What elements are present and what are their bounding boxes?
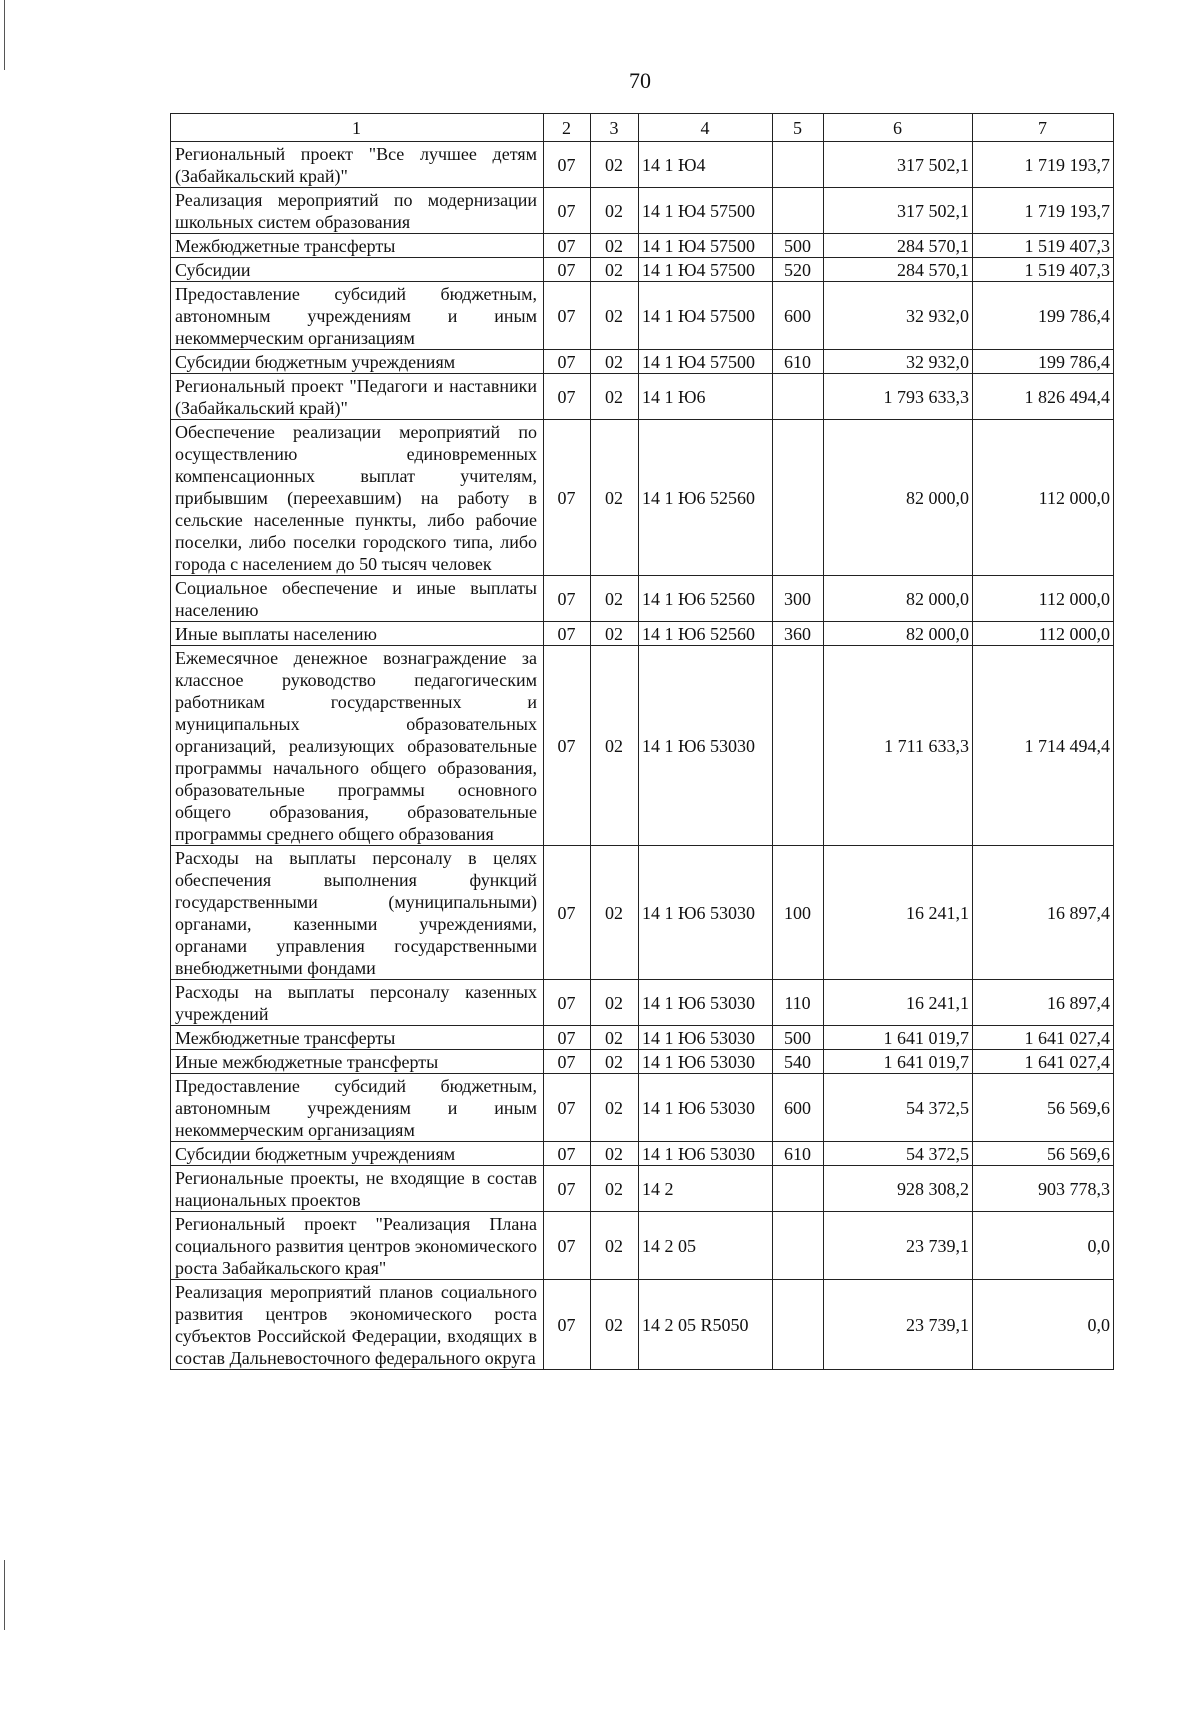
amount-year1-cell: 928 308,2: [824, 1166, 973, 1212]
target-article-cell: 14 1 Ю6 53030: [639, 646, 773, 846]
target-article-cell: 14 1 Ю6 53030: [639, 1142, 773, 1166]
section-code-cell: 07: [544, 420, 591, 576]
subsection-code-cell: 02: [591, 576, 639, 622]
table-row: [171, 420, 1114, 576]
subsection-code-cell: 02: [591, 142, 639, 188]
subsection-code-cell: 02: [591, 282, 639, 350]
amount-year2-cell: 1 719 193,7: [973, 188, 1114, 234]
amount-year2-cell: 0,0: [973, 1212, 1114, 1280]
target-article-cell: 14 1 Ю6: [639, 374, 773, 420]
section-code-cell: 07: [544, 282, 591, 350]
table-row: [171, 234, 1114, 258]
expense-type-cell: 610: [773, 350, 824, 374]
expense-type-cell: 540: [773, 1050, 824, 1074]
section-code-cell: 07: [544, 258, 591, 282]
expense-type-cell: 100: [773, 846, 824, 980]
subsection-code-cell: 02: [591, 1142, 639, 1166]
target-article-cell: 14 1 Ю4 57500: [639, 188, 773, 234]
item-name-cell: Реализация мероприятий планов социального развития центров экономического роста субъектов Российской Федерации, входящих в состав Дальневосточного федерального округа: [171, 1280, 544, 1370]
amount-year1-cell: 23 739,1: [824, 1280, 973, 1370]
subsection-code-cell: 02: [591, 846, 639, 980]
expense-type-cell: 610: [773, 1142, 824, 1166]
item-name-cell: Предоставление субсидий бюджетным, автономным учреждениям и иным некоммерческим организациям: [171, 282, 544, 350]
table-row: [171, 374, 1114, 420]
table-row: [171, 846, 1114, 980]
section-code-cell: 07: [544, 846, 591, 980]
table-row: [171, 188, 1114, 234]
subsection-code-cell: 02: [591, 374, 639, 420]
amount-year1-cell: 284 570,1: [824, 258, 973, 282]
expense-type-cell: 360: [773, 622, 824, 646]
amount-year2-cell: 56 569,6: [973, 1074, 1114, 1142]
expense-type-cell: [773, 1280, 824, 1370]
section-code-cell: 07: [544, 1050, 591, 1074]
target-article-cell: 14 1 Ю4 57500: [639, 282, 773, 350]
target-article-cell: 14 1 Ю4 57500: [639, 350, 773, 374]
table-row: [171, 1212, 1114, 1280]
section-code-cell: 07: [544, 646, 591, 846]
margin-scan-line: [4, 0, 5, 70]
target-article-cell: 14 1 Ю6 53030: [639, 1050, 773, 1074]
section-code-cell: 07: [544, 576, 591, 622]
target-article-cell: 14 1 Ю4: [639, 142, 773, 188]
expense-type-cell: 600: [773, 1074, 824, 1142]
item-name-cell: Реализация мероприятий по модернизации школьных систем образования: [171, 188, 544, 234]
subsection-code-cell: 02: [591, 188, 639, 234]
subsection-code-cell: 02: [591, 258, 639, 282]
table-row: [171, 1050, 1114, 1074]
subsection-code-cell: 02: [591, 1280, 639, 1370]
target-article-cell: 14 1 Ю6 52560: [639, 576, 773, 622]
expense-type-cell: [773, 1212, 824, 1280]
subsection-code-cell: 02: [591, 234, 639, 258]
target-article-cell: 14 1 Ю6 52560: [639, 622, 773, 646]
section-code-cell: 07: [544, 622, 591, 646]
amount-year1-cell: 32 932,0: [824, 350, 973, 374]
table-body: [171, 142, 1114, 1370]
table-row: [171, 1166, 1114, 1212]
amount-year1-cell: 16 241,1: [824, 980, 973, 1026]
amount-year2-cell: 112 000,0: [973, 420, 1114, 576]
amount-year2-cell: 1 641 027,4: [973, 1050, 1114, 1074]
subsection-code-cell: 02: [591, 1074, 639, 1142]
expense-type-cell: 110: [773, 980, 824, 1026]
item-name-cell: Социальное обеспечение и иные выплаты населению: [171, 576, 544, 622]
table-row: [171, 980, 1114, 1026]
amount-year1-cell: 82 000,0: [824, 622, 973, 646]
section-code-cell: 07: [544, 350, 591, 374]
amount-year2-cell: 16 897,4: [973, 846, 1114, 980]
expense-type-cell: [773, 142, 824, 188]
table-row: [171, 622, 1114, 646]
page-number: 70: [629, 68, 651, 93]
amount-year1-cell: 1 793 633,3: [824, 374, 973, 420]
table-row: [171, 1074, 1114, 1142]
target-article-cell: 14 2: [639, 1166, 773, 1212]
amount-year1-cell: 23 739,1: [824, 1212, 973, 1280]
table-row: [171, 1026, 1114, 1050]
amount-year2-cell: 16 897,4: [973, 980, 1114, 1026]
subsection-code-cell: 02: [591, 1212, 639, 1280]
target-article-cell: 14 1 Ю4 57500: [639, 258, 773, 282]
subsection-code-cell: 02: [591, 1026, 639, 1050]
amount-year2-cell: 112 000,0: [973, 622, 1114, 646]
expense-type-cell: 520: [773, 258, 824, 282]
column-header: 6: [824, 114, 973, 142]
target-article-cell: 14 1 Ю6 53030: [639, 1026, 773, 1050]
expense-type-cell: 300: [773, 576, 824, 622]
table-row: [171, 1280, 1114, 1370]
column-header: 3: [591, 114, 639, 142]
section-code-cell: 07: [544, 1026, 591, 1050]
subsection-code-cell: 02: [591, 350, 639, 374]
section-code-cell: 07: [544, 1280, 591, 1370]
amount-year2-cell: 199 786,4: [973, 350, 1114, 374]
margin-scan-line: [4, 1560, 5, 1630]
item-name-cell: Региональные проекты, не входящие в состав национальных проектов: [171, 1166, 544, 1212]
subsection-code-cell: 02: [591, 420, 639, 576]
section-code-cell: 07: [544, 1074, 591, 1142]
header-row: [171, 114, 1114, 142]
amount-year1-cell: 82 000,0: [824, 420, 973, 576]
item-name-cell: Расходы на выплаты персоналу казенных учреждений: [171, 980, 544, 1026]
amount-year1-cell: 1 641 019,7: [824, 1026, 973, 1050]
amount-year2-cell: 1 519 407,3: [973, 234, 1114, 258]
item-name-cell: Ежемесячное денежное вознаграждение за классное руководство педагогическим работникам государственных и муниципальных образовательных организаций, реализующих образовательные программы начального общего образования, образовательные программы основного общего образования, образовательные программы среднего общего образования: [171, 646, 544, 846]
amount-year1-cell: 54 372,5: [824, 1142, 973, 1166]
column-header: 5: [773, 114, 824, 142]
item-name-cell: Обеспечение реализации мероприятий по осуществлению единовременных компенсационных выплат учителям, прибывшим (переехавшим) на работу в сельские населенные пункты, либо рабочие поселки, либо поселки городского типа, либо города с населением до 50 тысяч человек: [171, 420, 544, 576]
table-row: [171, 576, 1114, 622]
section-code-cell: 07: [544, 234, 591, 258]
amount-year1-cell: 1 641 019,7: [824, 1050, 973, 1074]
amount-year2-cell: 112 000,0: [973, 576, 1114, 622]
budget-table: [170, 113, 1114, 1370]
amount-year1-cell: 82 000,0: [824, 576, 973, 622]
subsection-code-cell: 02: [591, 980, 639, 1026]
table-row: [171, 350, 1114, 374]
amount-year2-cell: 1 714 494,4: [973, 646, 1114, 846]
amount-year1-cell: 1 711 633,3: [824, 646, 973, 846]
table-row: [171, 282, 1114, 350]
section-code-cell: 07: [544, 374, 591, 420]
target-article-cell: 14 1 Ю6 53030: [639, 980, 773, 1026]
column-header: 1: [171, 114, 544, 142]
subsection-code-cell: 02: [591, 1050, 639, 1074]
column-header: 2: [544, 114, 591, 142]
amount-year1-cell: 284 570,1: [824, 234, 973, 258]
item-name-cell: Межбюджетные трансферты: [171, 1026, 544, 1050]
item-name-cell: Иные межбюджетные трансферты: [171, 1050, 544, 1074]
table-row: [171, 1142, 1114, 1166]
section-code-cell: 07: [544, 1166, 591, 1212]
amount-year1-cell: 16 241,1: [824, 846, 973, 980]
target-article-cell: 14 1 Ю6 53030: [639, 846, 773, 980]
subsection-code-cell: 02: [591, 646, 639, 846]
amount-year2-cell: 56 569,6: [973, 1142, 1114, 1166]
item-name-cell: Межбюджетные трансферты: [171, 234, 544, 258]
target-article-cell: 14 2 05 R5050: [639, 1280, 773, 1370]
section-code-cell: 07: [544, 1212, 591, 1280]
expense-type-cell: [773, 420, 824, 576]
item-name-cell: Иные выплаты населению: [171, 622, 544, 646]
expense-type-cell: [773, 374, 824, 420]
item-name-cell: Предоставление субсидий бюджетным, автономным учреждениям и иным некоммерческим организациям: [171, 1074, 544, 1142]
section-code-cell: 07: [544, 142, 591, 188]
section-code-cell: 07: [544, 188, 591, 234]
item-name-cell: Субсидии бюджетным учреждениям: [171, 1142, 544, 1166]
expense-type-cell: [773, 1166, 824, 1212]
amount-year2-cell: 1 519 407,3: [973, 258, 1114, 282]
amount-year2-cell: 1 719 193,7: [973, 142, 1114, 188]
section-code-cell: 07: [544, 1142, 591, 1166]
target-article-cell: 14 1 Ю4 57500: [639, 234, 773, 258]
column-header: 7: [973, 114, 1114, 142]
amount-year1-cell: 32 932,0: [824, 282, 973, 350]
item-name-cell: Субсидии бюджетным учреждениям: [171, 350, 544, 374]
amount-year2-cell: 199 786,4: [973, 282, 1114, 350]
amount-year1-cell: 54 372,5: [824, 1074, 973, 1142]
expense-type-cell: 500: [773, 234, 824, 258]
expense-type-cell: [773, 188, 824, 234]
subsection-code-cell: 02: [591, 622, 639, 646]
amount-year2-cell: 1 826 494,4: [973, 374, 1114, 420]
target-article-cell: 14 2 05: [639, 1212, 773, 1280]
expense-type-cell: [773, 646, 824, 846]
item-name-cell: Расходы на выплаты персоналу в целях обеспечения выполнения функций государственными (муниципальными) органами, казенными учреждениями, органами управления государственными внебюджетными фондами: [171, 846, 544, 980]
item-name-cell: Региональный проект "Все лучшее детям (Забайкальский край)": [171, 142, 544, 188]
expense-type-cell: 500: [773, 1026, 824, 1050]
amount-year1-cell: 317 502,1: [824, 142, 973, 188]
amount-year1-cell: 317 502,1: [824, 188, 973, 234]
item-name-cell: Субсидии: [171, 258, 544, 282]
table-row: [171, 142, 1114, 188]
item-name-cell: Региональный проект "Педагоги и наставники (Забайкальский край)": [171, 374, 544, 420]
subsection-code-cell: 02: [591, 1166, 639, 1212]
target-article-cell: 14 1 Ю6 53030: [639, 1074, 773, 1142]
expense-type-cell: 600: [773, 282, 824, 350]
target-article-cell: 14 1 Ю6 52560: [639, 420, 773, 576]
column-header: 4: [639, 114, 773, 142]
section-code-cell: 07: [544, 980, 591, 1026]
table-row: [171, 258, 1114, 282]
amount-year2-cell: 1 641 027,4: [973, 1026, 1114, 1050]
amount-year2-cell: 0,0: [973, 1280, 1114, 1370]
amount-year2-cell: 903 778,3: [973, 1166, 1114, 1212]
table-row: [171, 646, 1114, 846]
item-name-cell: Региональный проект "Реализация Плана социального развития центров экономического роста Забайкальского края": [171, 1212, 544, 1280]
